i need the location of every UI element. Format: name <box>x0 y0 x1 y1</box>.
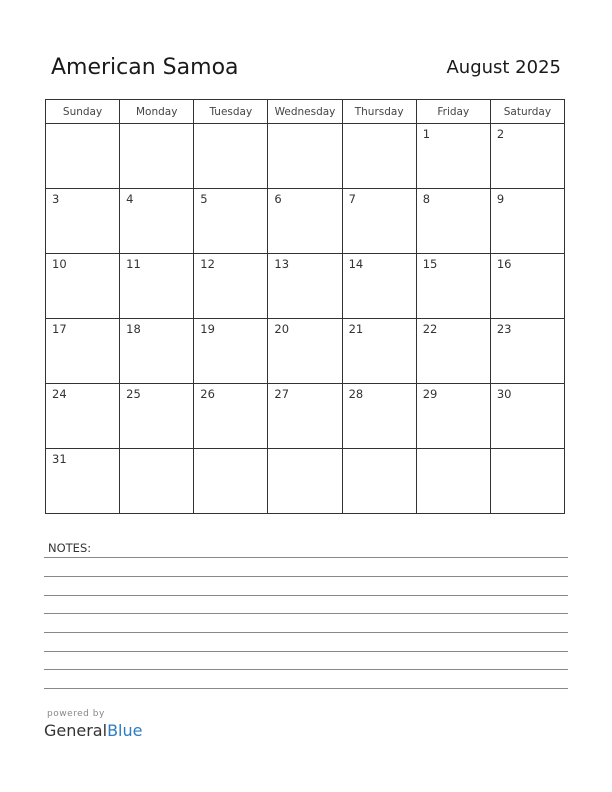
brand-name-general: General <box>44 721 108 740</box>
weekday-header: Sunday <box>46 100 120 124</box>
weekday-header: Thursday <box>342 100 416 124</box>
day-number: 1 <box>422 127 431 141</box>
day-number: 30 <box>496 387 512 401</box>
day-cell <box>46 319 120 384</box>
day-cell <box>46 189 120 254</box>
day-cell <box>46 124 120 189</box>
week-row <box>46 384 565 449</box>
day-number: 15 <box>422 257 438 271</box>
calendar-grid <box>45 99 565 514</box>
day-number: 3 <box>52 192 60 206</box>
note-line <box>44 688 568 689</box>
day-number <box>343 124 416 141</box>
weekday-header: Friday <box>416 100 490 124</box>
day-number: 10 <box>52 257 67 271</box>
week-row <box>46 319 565 384</box>
day-number: 26 <box>200 387 215 401</box>
day-cell <box>120 189 194 254</box>
day-cell <box>268 124 342 189</box>
month-year-title: August 2025 <box>446 57 561 78</box>
day-number: 24 <box>52 387 67 401</box>
day-number: 11 <box>126 257 141 271</box>
weekday-header-row <box>46 100 565 124</box>
day-number: 23 <box>496 322 512 336</box>
day-cell <box>194 319 268 384</box>
day-number: 27 <box>274 387 290 401</box>
day-cell <box>194 449 268 514</box>
day-number: 16 <box>496 257 512 271</box>
day-cell <box>194 189 268 254</box>
day-cell <box>120 319 194 384</box>
day-cell <box>194 384 268 449</box>
weekday-header: Saturday <box>490 100 564 124</box>
day-number: 22 <box>422 322 438 336</box>
note-line <box>44 576 568 577</box>
day-cell <box>490 254 564 319</box>
day-cell <box>194 124 268 189</box>
day-cell <box>46 254 120 319</box>
notes-label: NOTES: <box>48 541 92 555</box>
day-number: 19 <box>200 322 215 336</box>
day-number <box>268 449 341 466</box>
day-cell <box>490 319 564 384</box>
region-title: American Samoa <box>51 55 239 80</box>
note-line <box>44 632 568 633</box>
day-cell <box>490 384 564 449</box>
day-number <box>491 449 564 466</box>
day-cell <box>342 189 416 254</box>
day-cell <box>268 384 342 449</box>
day-cell <box>342 254 416 319</box>
day-number: 13 <box>274 257 290 271</box>
day-number: 18 <box>126 322 141 336</box>
day-cell <box>268 254 342 319</box>
day-number <box>194 124 267 141</box>
day-cell <box>416 384 490 449</box>
powered-by-text: powered by <box>47 709 105 719</box>
day-cell <box>120 384 194 449</box>
note-line <box>44 651 568 652</box>
day-number: 25 <box>126 387 141 401</box>
day-number <box>343 449 416 466</box>
day-number: 29 <box>422 387 438 401</box>
day-cell <box>120 254 194 319</box>
day-number: 28 <box>348 387 364 401</box>
day-number: 4 <box>126 192 134 206</box>
weekday-header: Monday <box>120 100 194 124</box>
day-cell <box>490 189 564 254</box>
day-cell <box>416 319 490 384</box>
brand-name <box>44 721 142 740</box>
day-number: 17 <box>52 322 67 336</box>
day-cell <box>268 189 342 254</box>
weekday-header: Tuesday <box>194 100 268 124</box>
day-number <box>268 124 341 141</box>
brand-name-blue: Blue <box>107 721 143 740</box>
week-row <box>46 254 565 319</box>
day-number <box>120 449 193 466</box>
note-line <box>44 557 568 558</box>
day-cell <box>416 254 490 319</box>
day-cell <box>416 449 490 514</box>
day-cell <box>342 449 416 514</box>
day-number: 21 <box>348 322 364 336</box>
week-row <box>46 124 565 189</box>
day-number: 20 <box>274 322 290 336</box>
day-number: 2 <box>496 127 505 141</box>
day-number: 31 <box>52 452 67 466</box>
day-number <box>417 449 490 466</box>
day-number <box>194 449 267 466</box>
day-cell <box>416 189 490 254</box>
day-cell <box>342 124 416 189</box>
day-cell <box>342 384 416 449</box>
day-number: 14 <box>348 257 364 271</box>
week-row <box>46 189 565 254</box>
day-number: 6 <box>274 192 282 206</box>
day-number <box>120 124 193 141</box>
day-cell <box>416 124 490 189</box>
note-line <box>44 669 568 670</box>
weekday-header: Wednesday <box>268 100 342 124</box>
note-line <box>44 613 568 614</box>
note-line <box>44 595 568 596</box>
day-cell <box>490 124 564 189</box>
day-cell <box>120 449 194 514</box>
day-number: 8 <box>422 192 431 206</box>
day-cell <box>194 254 268 319</box>
day-number: 9 <box>496 192 505 206</box>
day-number <box>46 124 119 141</box>
day-number: 5 <box>200 192 208 206</box>
day-cell <box>46 449 120 514</box>
day-cell <box>268 449 342 514</box>
day-cell <box>490 449 564 514</box>
day-number: 12 <box>200 257 215 271</box>
week-row <box>46 449 565 514</box>
day-number: 7 <box>348 192 356 206</box>
day-cell <box>46 384 120 449</box>
day-cell <box>268 319 342 384</box>
day-cell <box>120 124 194 189</box>
day-cell <box>342 319 416 384</box>
